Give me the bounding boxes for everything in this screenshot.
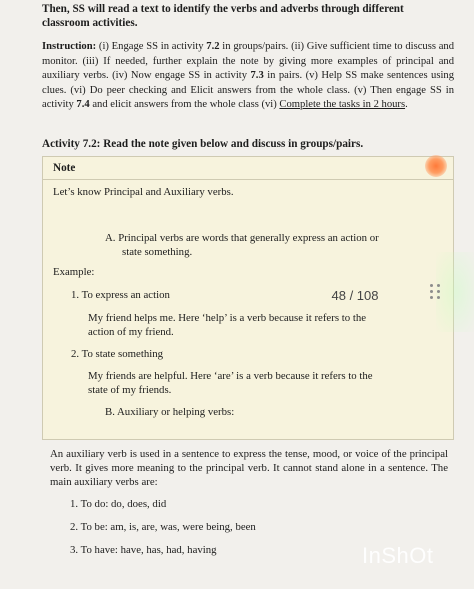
example-1-sentence-a: My friend helps me. Here ‘help’ is a verb because it refers to the [88,312,367,324]
aux-list-item-2: 2. To be: am, is, are, was, were being, been [70,521,256,533]
time-limit-underlined: Complete the tasks in 2 hours [279,99,406,110]
point-a: A. Principal verbs are words that generally express an action or [105,232,379,244]
activity-ref-7-3: 7.3 [250,70,264,81]
instruction-text-1: (i) Engage SS in activity [96,41,207,52]
point-a-cont: state something. [122,246,193,258]
watermark-logo: InShOt [362,543,434,568]
instruction-text-2: in groups/pairs. (ii) Give sufficient time to discuss and monitor. (iii) If needed, further explain the note by giving more examples of principal and auxiliary verbs. (iv) Now engage SS in activity [42,41,454,81]
aux-list-item-3: 3. To have: have, has, had, having [70,544,217,556]
example-2-sentence-a: My friends are helpful. Here ‘are’ is a verb because it refers to the [88,370,373,382]
activity-ref-7-4: 7.4 [76,99,90,110]
instruction-text-3: in pairs. (v) Help SS make sentences using clues. (vi) Do peer checking and Elicit answers from the whole class. (v) Then engage SS in activity [42,70,455,110]
activity-ref-7-2: 7.2 [206,41,220,52]
note-divider [43,179,453,180]
intro-text: Then, SS will read a text to identify the verbs and adverbs through different classroom activities. [42,3,404,29]
example-item-2: 2. To state something [71,348,164,360]
note-intro: Let’s know Principal and Auxiliary verbs. [53,186,234,198]
page-counter: 48 / 108 [331,288,379,303]
instruction-label: Instruction: [42,41,97,52]
instruction-paragraph [42,40,454,113]
aux-list-item-1: 1. To do: do, does, did [70,498,167,510]
recording-dot-icon [425,155,447,177]
example-item-1: 1. To express an action [71,289,170,301]
instruction-text-5: . [405,99,408,110]
example-label: Example: [53,266,95,278]
activity-heading: Activity 7.2: Read the note given below and discuss in groups/pairs. [42,138,364,150]
auxiliary-paragraph: An auxiliary verb is used in a sentence to express the tense, mood, or voice of the principal verb. It gives more meaning to the principal verb. It cannot stand alone in a sentence. The main auxiliary verbs are: [50,448,448,488]
drag-handle-icon[interactable] [428,283,444,301]
point-b: B. Auxiliary or helping verbs: [105,406,235,418]
instruction-text-4: and elicit answers from the whole class (vi) [89,99,280,110]
example-1-sentence-b: action of my friend. [88,326,174,338]
note-title: Note [53,162,76,174]
example-2-sentence-b: state of my friends. [88,384,172,396]
